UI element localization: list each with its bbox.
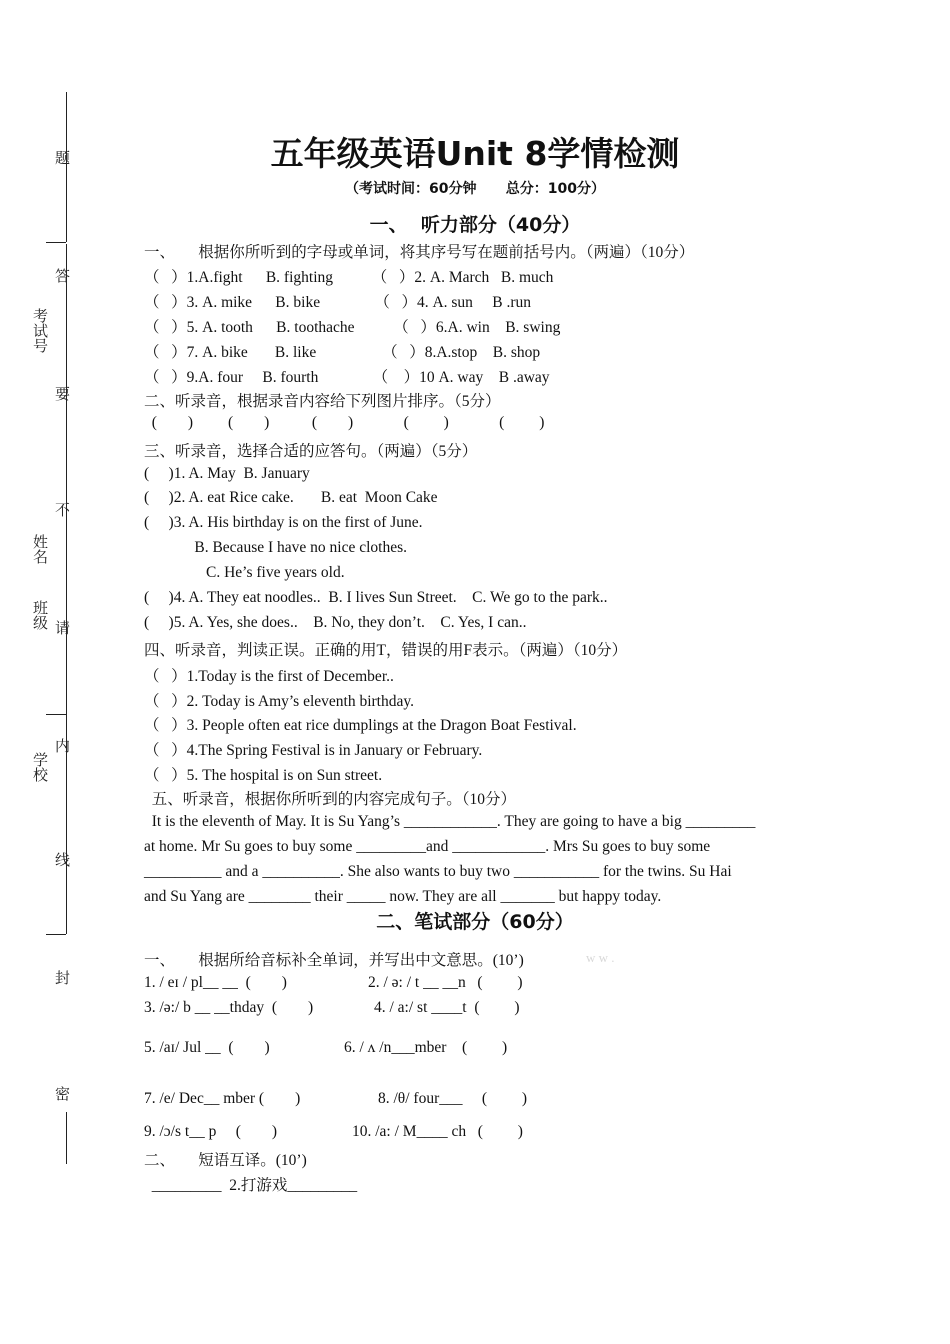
part2-s1-item: 6. / ʌ /n___mber ( ) — [344, 1039, 508, 1056]
margin-label-da: 答 — [53, 268, 71, 283]
margin-label-xingming: 姓名 — [31, 534, 49, 564]
part1-s3-row: ( )3. A. His birthday is on the first of June. — [144, 514, 423, 531]
part1-s5-instruction: 五、听录音，根据你所听到的内容完成句子。（10分） — [144, 791, 517, 808]
part1-s1-instruction: 一、 根据你所听到的字母或单词，将其序号写在题前括号内。（两遍）（10分） — [144, 244, 695, 261]
part1-s5-row: at home. Mr Su goes to buy some _________and ____________. Mrs Su goes to buy some — [144, 838, 711, 855]
margin-label-nei: 内 — [53, 738, 71, 753]
part2-s1-item: 2. / ə: / t __ __n ( ) — [368, 974, 523, 991]
page-title: 五年级英语Unit 8学情检测 — [270, 134, 680, 173]
part1-s3-row: B. Because I have no nice clothes. — [144, 539, 407, 556]
part1-s5-row: It is the eleventh of May. It is Su Yang’s ____________. They are going to have a big _________ — [144, 813, 756, 830]
margin-label-kaoshihao: 考试号 — [31, 308, 49, 353]
part1-s2-row: ( ) ( ) ( ) ( ) ( ) — [144, 414, 545, 431]
margin-underline-2 — [46, 714, 66, 715]
part1-s4-row: （ ）5. The hospital is on Sun street. — [144, 767, 383, 784]
part1-s3-instruction: 三、听录音，选择合适的应答句。（两遍）（5分） — [144, 443, 478, 460]
margin-label-yao: 要 — [53, 386, 71, 401]
margin-underline-3 — [46, 934, 66, 935]
part2-s2-instruction: 二、 短语互译。(10’) — [144, 1152, 307, 1169]
margin-label-ti: 题 — [53, 150, 71, 165]
part2-s1-item: 4. / a:/ st ____t ( ) — [374, 999, 520, 1016]
part1-s3-row: ( )2. A. eat Rice cake. B. eat Moon Cake — [144, 489, 438, 506]
part1-heading: 一、 听力部分（40分） — [369, 214, 581, 236]
margin-label-xian: 线 — [53, 852, 71, 867]
margin-label-xuexiao: 学校 — [31, 752, 49, 782]
part1-s4-row: （ ）1.Today is the first of December.. — [144, 668, 394, 685]
margin-label-mi: 密 — [53, 1086, 71, 1101]
part1-s3-row: C. He’s five years old. — [144, 564, 345, 581]
part2-s1-item: 1. / eɪ / pl__ __ ( ) — [144, 974, 287, 991]
part1-s4-instruction: 四、听录音，判读正误。正确的用T，错误的用F表示。（两遍）（10分） — [144, 642, 628, 659]
margin-label-feng: 封 — [53, 970, 71, 985]
part1-s5-row: and Su Yang are ________ their _____ now. They are all _______ but happy today. — [144, 888, 662, 905]
part1-s4-row: （ ）2. Today is Amy’s eleventh birthday. — [144, 693, 414, 710]
page-subtitle: （考试时间：60分钟 总分：100分） — [345, 181, 605, 197]
part1-s1-row: （ ）5. A. tooth B. toothache （ ）6.A. win B. swing — [144, 319, 561, 336]
margin-line-mid — [66, 244, 67, 934]
part1-s5-row: __________ and a __________. She also wants to buy two ___________ for the twins. Su Hai — [144, 863, 732, 880]
part1-s1-row: （ ）3. A. mike B. bike （ ）4. A. sun B .run — [144, 294, 532, 311]
part2-s1-item: 10. /a: / M____ ch ( ) — [352, 1123, 523, 1140]
margin-label-banji: 班级 — [31, 600, 49, 630]
part2-s1-instruction: 一、 根据所给音标补全单词，并写出中文意思。(10’) — [144, 952, 524, 969]
part1-s4-row: （ ）4.The Spring Festival is in January or February. — [144, 742, 483, 759]
part1-s3-row: ( )5. A. Yes, she does.. B. No, they don’t. C. Yes, I can.. — [144, 614, 527, 631]
watermark-text: w w . — [586, 950, 615, 965]
part2-s1-item: 9. /ɔ/s t__ p ( ) — [144, 1123, 278, 1140]
part2-s1-item: 5. /aɪ/ Jul __ ( ) — [144, 1039, 270, 1056]
part1-s3-row: ( )4. A. They eat noodles.. B. I lives Sun Street. C. We go to the park.. — [144, 589, 608, 606]
margin-label-bu: 不 — [53, 502, 71, 517]
part1-s4-row: （ ）3. People often eat rice dumplings at the Dragon Boat Festival. — [144, 717, 577, 734]
part1-s1-row: （ ）9.A. four B. fourth （ ）10 A. way B .away — [144, 369, 550, 386]
part1-s1-row: （ ）1.A.fight B. fighting （ ）2. A. March B. much — [144, 269, 554, 286]
part2-s1-item: 3. /ə:/ b __ __thday ( ) — [144, 999, 314, 1016]
part1-s2-instruction: 二、听录音，根据录音内容给下列图片排序。（5分） — [144, 393, 501, 410]
margin-label-qing: 请 — [53, 620, 71, 635]
part1-s3-row: ( )1. A. May B. January — [144, 465, 310, 482]
part2-s1-item: 7. /e/ Dec__ mber ( ) — [144, 1090, 301, 1107]
margin-line-bottom — [66, 1112, 67, 1164]
part2-s2-row: _________ 2.打游戏_________ — [144, 1177, 358, 1194]
part2-heading: 二、笔试部分（60分） — [376, 911, 574, 933]
part1-s1-row: （ ）7. A. bike B. like （ ）8.A.stop B. shop — [144, 344, 541, 361]
margin-underline-1 — [46, 242, 66, 243]
part2-s1-item: 8. /θ/ four___ ( ) — [378, 1090, 528, 1107]
